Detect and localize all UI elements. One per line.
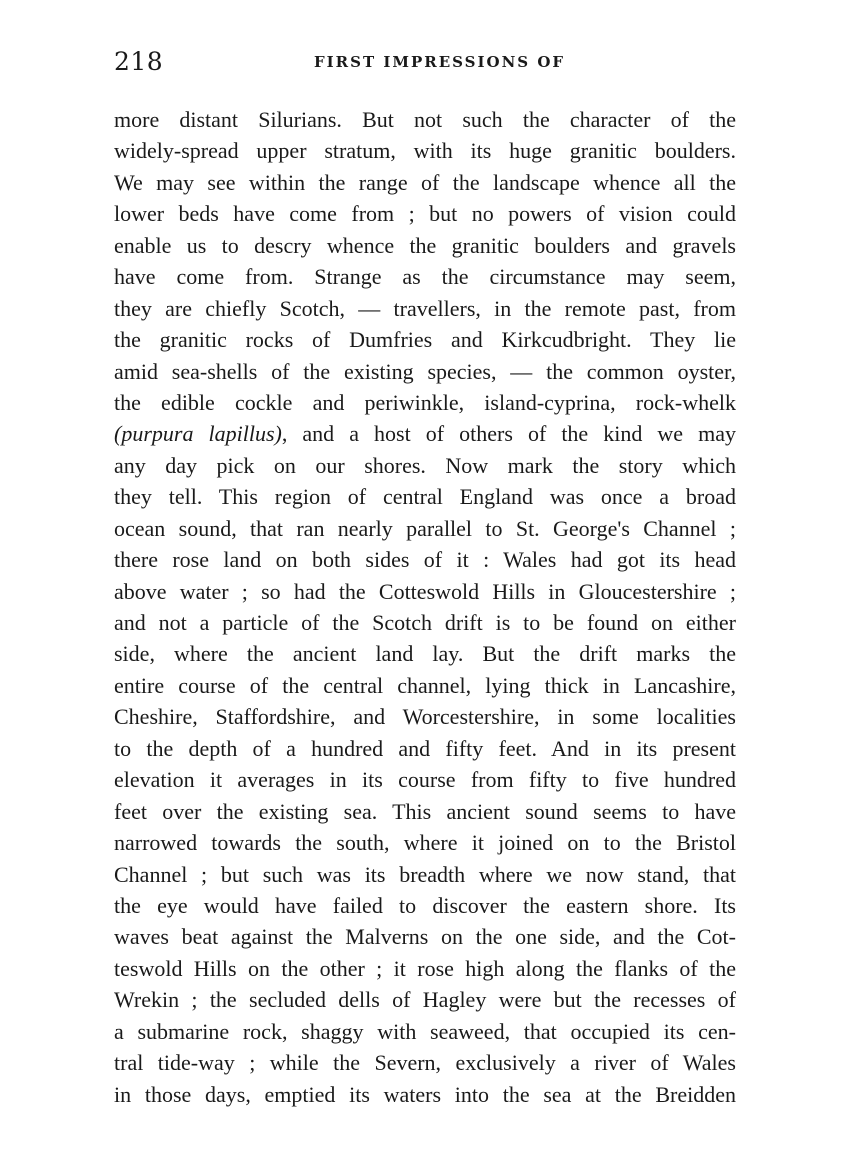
text-line: have come from. Strange as the circumstance may seem,	[114, 264, 736, 290]
text-line: and not a particle of the Scotch drift is to be found on either	[114, 610, 736, 635]
text-line: they tell. This region of central England was once a broad	[114, 484, 736, 510]
text-line-with-italic	[114, 418, 736, 449]
text-line: lower beds have come from ; but no powers of vision could	[114, 201, 736, 227]
text-line: waves beat against the Malverns on the one side, and the Cot-	[114, 924, 736, 950]
text-line: above water ; so had the Cotteswold Hills in Gloucestershire ;	[114, 578, 736, 604]
body-text	[114, 104, 736, 1110]
text-line: tral tide-way ; while the Severn, exclusively a river of Wales	[114, 1050, 736, 1076]
text-line: in those days, emptied its waters into the sea at the Breidden	[114, 1081, 736, 1107]
text-line: Channel ; but such was its breadth where we now stand, that	[114, 861, 736, 887]
text-line: a submarine rock, shaggy with seaweed, that occupied its cen-	[114, 1018, 736, 1044]
text-line: entire course of the central channel, lying thick in Lancashire,	[114, 672, 736, 698]
text-line: narrowed towards the south, where it joined on to the Bristol	[114, 830, 736, 856]
text-line: enable us to descry whence the granitic boulders and gravels	[114, 232, 736, 258]
text-line: elevation it averages in its course from fifty to five hundred	[114, 767, 736, 793]
text-line: side, where the ancient land lay. But the drift marks the	[114, 641, 736, 667]
running-head: FIRST IMPRESSIONS OF	[314, 53, 566, 71]
text-line: the granitic rocks of Dumfries and Kirkcudbright. They lie	[114, 327, 736, 353]
text-line: feet over the existing sea. This ancient sound seems to have	[114, 798, 736, 824]
text-line: teswold Hills on the other ; it rose high along the flanks of the	[114, 955, 736, 981]
text-line: widely-spread upper stratum, with its huge granitic boulders.	[114, 138, 736, 164]
text-line-rest: , and a host of others of the kind we may	[281, 421, 736, 447]
text-line: they are chiefly Scotch, — travellers, in the remote past, from	[114, 295, 736, 321]
text-line: to the depth of a hundred and fifty feet. And in its present	[114, 735, 736, 761]
text-line: amid sea-shells of the existing species, — the common oyster,	[114, 358, 736, 384]
text-line: any day pick on our shores. Now mark the story which	[114, 452, 736, 478]
text-line: Wrekin ; the secluded dells of Hagley were but the recesses of	[114, 987, 736, 1013]
page-header	[114, 44, 734, 80]
page-number: 218	[114, 47, 164, 76]
italic-species-name: (purpura lapillus)	[114, 421, 282, 447]
text-line: the eye would have failed to discover the eastern shore. Its	[114, 892, 736, 918]
text-line: ocean sound, that ran nearly parallel to St. George's Channel ;	[114, 515, 736, 541]
text-line: more distant Silurians. But not such the character of the	[114, 107, 736, 132]
text-line: We may see within the range of the landscape whence all the	[114, 169, 736, 195]
text-line: Cheshire, Staffordshire, and Worcestershire, in some localities	[114, 704, 736, 730]
text-line: the edible cockle and periwinkle, island-cyprina, rock-whelk	[114, 389, 736, 415]
text-line: there rose land on both sides of it : Wales had got its head	[114, 547, 736, 573]
